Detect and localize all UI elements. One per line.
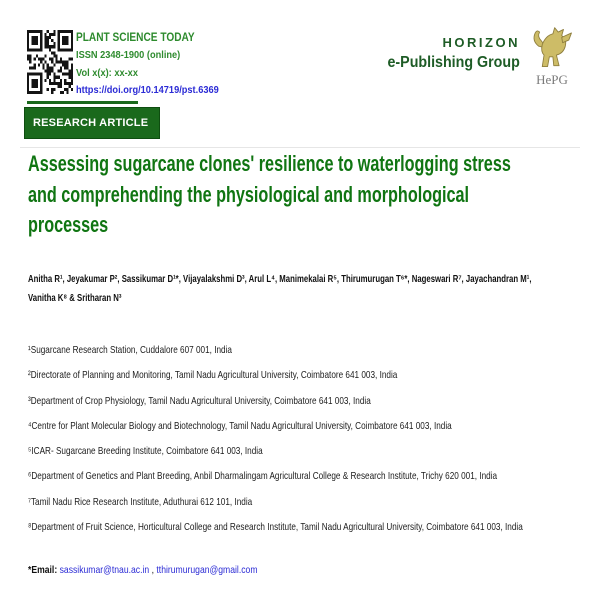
article-title [28,149,511,241]
title-line: Assessing sugarcane clones' resilience to waterlogging stress [28,151,511,176]
journal-name: PLANT SCIENCE TODAY [76,32,195,44]
qr-code [27,30,73,94]
corresponding-email-line [28,564,258,576]
publisher-block [376,34,520,73]
publisher-abbr: HePG [536,72,568,87]
title-line: and comprehending the physiological and morphological [28,181,470,207]
author-list [28,270,532,308]
article-type-badge: RESEARCH ARTICLE [24,107,160,139]
affiliation: ⁵ICAR- Sugarcane Breeding Institute, Coimbatore 641 003, India [28,445,263,458]
email-link-1[interactable]: sassikumar@tnau.ac.in [59,564,150,576]
affiliation: ⁸Department of Fruit Science, Horticultural College and Research Institute, Tamil Nadu Agricultural University, Coimbatore 641 003, India [28,521,523,534]
title-line: processes [28,212,109,237]
publisher-logo [526,25,578,87]
header-divider [27,101,138,104]
affiliation: ³Department of Crop Physiology, Tamil Nadu Agricultural University, Coimbatore 641 003, India [28,394,371,407]
journal-volume: Vol x(x): xx-xx [76,66,138,79]
affiliation: ⁷Tamil Nadu Rice Research Institute, Aduthurai 612 101, India [28,495,253,508]
email-link-2[interactable]: tthirumurugan@gmail.com [156,564,258,576]
affiliation: ¹Sugarcane Research Station, Cuddalore 607 001, India [28,344,232,356]
email-separator: , [149,564,157,576]
journal-header [76,30,219,100]
affiliation-list [28,338,523,540]
author-line: Anitha R¹, Jeyakumar P², Sassikumar D¹*, Vijayalakshmi D³, Arul L⁴, Manimekalai R⁵, Thirumurugan T⁶*, Nageswari R⁷, Jayachandran M¹, [28,273,532,285]
doi-link[interactable]: https://doi.org/10.14719/pst.6369 [76,84,219,96]
affiliation: ²Directorate of Planning and Monitoring, Tamil Nadu Agricultural University, Coimbatore 641 003, India [28,369,398,382]
publisher-name: HORIZON [442,35,520,50]
publisher-group: e-Publishing Group [387,54,520,71]
affiliation: ⁴Centre for Plant Molecular Biology and Biotechnology, Tamil Nadu Agricultural University, Coimbatore 641 003, India [28,419,452,432]
email-label: *Email: [28,564,58,576]
journal-issn: ISSN 2348-1900 (online) [76,49,181,61]
lion-rampant-icon [529,25,575,71]
author-line: Vanitha K⁸ & Sritharan N³ [28,292,122,304]
affiliation: ⁶Department of Genetics and Plant Breeding, Anbil Dharmalingam Agricultural College & Research Institute, Trichy 620 001, India [28,470,498,483]
section-divider [20,147,580,148]
